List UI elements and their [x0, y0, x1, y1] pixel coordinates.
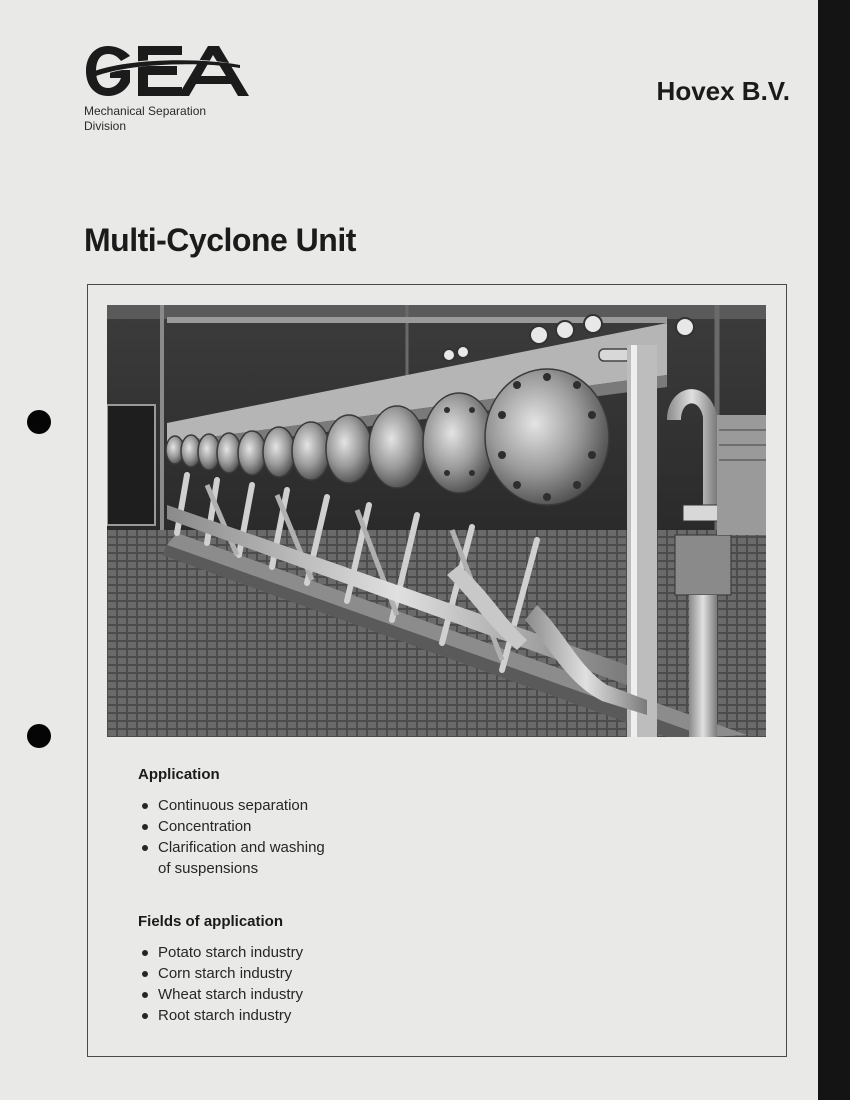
list-item-text: Concentration: [158, 818, 252, 835]
page-edge-shadow: [818, 0, 850, 1100]
multi-cyclone-photo: [107, 305, 766, 737]
division-line-1: Mechanical Separation: [84, 104, 207, 118]
fields-heading: Fields of application: [138, 913, 284, 930]
application-list: [138, 795, 325, 879]
list-item-text: Corn starch industry: [158, 965, 293, 982]
list-item: [138, 942, 303, 963]
list-item-text-continued: of suspensions: [158, 860, 259, 877]
punch-hole-bottom: [27, 724, 51, 748]
gea-logo: [84, 42, 252, 100]
list-item: [138, 816, 325, 837]
list-item-text: Root starch industry: [158, 1007, 292, 1024]
division-label: [84, 104, 206, 134]
nameplate-icon: [599, 349, 631, 361]
list-item-text: Wheat starch industry: [158, 986, 304, 1003]
list-item: [138, 1005, 303, 1026]
company-name: Hovex B.V.: [656, 76, 790, 106]
list-item-text: Clarification and washing: [158, 839, 325, 856]
fields-list: [138, 942, 303, 1026]
list-item: [138, 984, 303, 1005]
list-item-text: Continuous separation: [158, 797, 309, 814]
list-item: [138, 795, 325, 816]
application-heading: Application: [138, 766, 220, 783]
division-line-2: Division: [84, 119, 127, 133]
list-item: [138, 837, 325, 879]
list-item-text: Potato starch industry: [158, 944, 304, 961]
list-item: [138, 963, 303, 984]
page-title: Multi-Cyclone Unit: [84, 222, 356, 258]
punch-hole-top: [27, 410, 51, 434]
